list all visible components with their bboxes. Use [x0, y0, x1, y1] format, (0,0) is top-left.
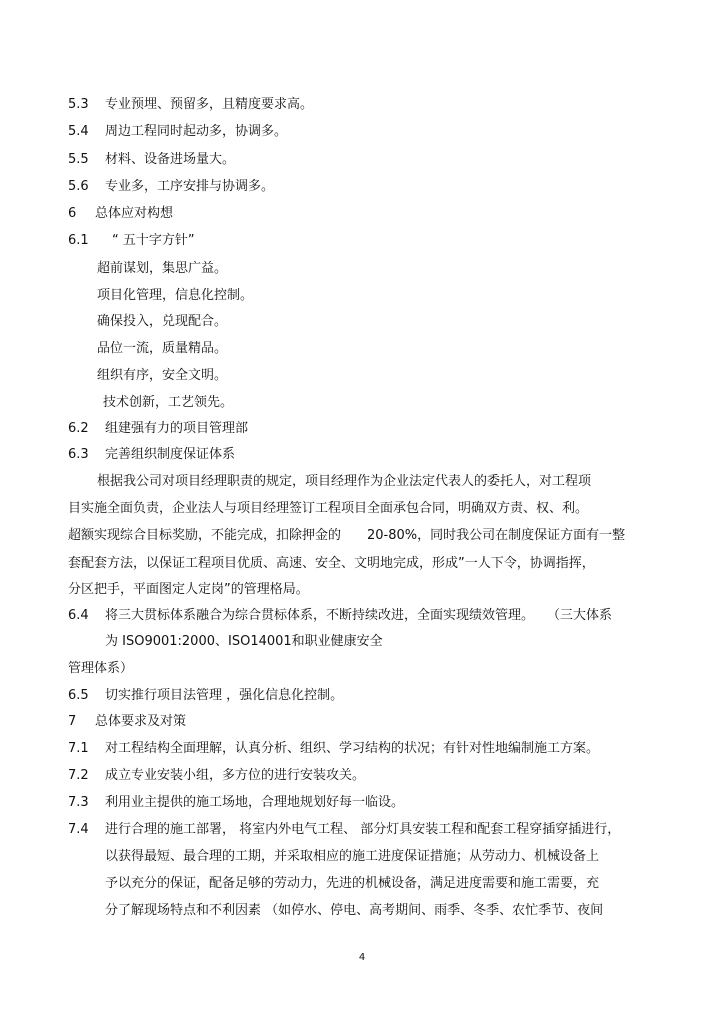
clause-number: 7.1 — [68, 741, 89, 756]
motto-line-4: 品位一流，质量精品。 — [97, 341, 228, 356]
clause-text: 切实推行项目法管理 ，强化信息化控制。 — [105, 688, 344, 703]
paragraph-line: 超额实现综合目标奖励，不能完成，扣除押金的 20-80%，同时我公司在制度保证方面有一整 — [68, 528, 626, 543]
clause-text: 完善组织制度保证体系 — [105, 447, 236, 462]
clause-text: 将三大贯标体系融合为综合贯标体系，不断持续改进，全面实现绩效管理。 （三大体系 — [105, 608, 613, 623]
paragraph-line: 目实施全面负责，企业法人与项目经理签订工程项目全面承包合同，明确双方责、权、利。 — [68, 501, 589, 516]
clause-number: 5.6 — [68, 179, 89, 194]
clause-number: 7.2 — [68, 768, 89, 783]
section-title: 总体应对构想 — [95, 206, 174, 221]
clause-number: 6.3 — [68, 447, 89, 462]
section-number: 7 — [68, 714, 77, 729]
paragraph-line: 分区把手，平面图定人定岗”的管理格局。 — [68, 582, 309, 597]
clause-text: 成立专业安装小组，多方位的进行安装攻关。 — [105, 768, 366, 783]
clause-number: 5.3 — [68, 97, 89, 112]
paragraph-line: 管理体系） — [68, 661, 134, 676]
motto-line-2: 项目化管理，信息化控制。 — [97, 288, 254, 303]
clause-number: 6.2 — [68, 421, 89, 436]
section-number: 6 — [68, 206, 77, 221]
paragraph-line: 分了解现场特点和不利因素 （如停水、停电、高考期间、雨季、冬季、农忙季节、夜间 — [105, 903, 604, 918]
clause-text: 专业预埋、预留多，且精度要求高。 — [105, 97, 314, 112]
paragraph-line: 套配套方法，以保证工程项目优质、高速、安全、文明地完成，形成”一人下令，协调指挥， — [68, 556, 595, 571]
clause-text: 利用业主提供的施工场地，合理地规划好每一临设。 — [105, 795, 405, 810]
clause-text: 进行合理的施工部署， 将室内外电气工程、 部分灯具安装工程和配套工程穿插穿插进行， — [105, 822, 621, 837]
paragraph-line: 根据我公司对项目经理职责的规定，项目经理作为企业法定代表人的委托人，对工程项 — [97, 474, 592, 489]
paragraph-line: 为 ISO9001:2000、ISO14001和职业健康安全 — [105, 634, 383, 649]
clause-number: 7.3 — [68, 795, 89, 810]
clause-text: 组建强有力的项目管理部 — [105, 421, 249, 436]
clause-number: 5.5 — [68, 152, 89, 167]
clause-number: 6.4 — [68, 608, 89, 623]
clause-text: “ 五十字方针” — [112, 233, 195, 248]
motto-line-1: 超前谋划，集思广益。 — [97, 261, 228, 276]
motto-line-6: 技术创新，工艺领先。 — [103, 395, 234, 410]
paragraph-line: 以获得最短、最合理的工期，并采取相应的施工进度保证措施；从劳动力、机械设备上 — [105, 849, 600, 864]
section-title: 总体要求及对策 — [95, 714, 187, 729]
clause-number: 6.1 — [68, 233, 89, 248]
paragraph-line: 予以充分的保证，配备足够的劳动力，先进的机械设备，满足进度需要和施工需要，充 — [105, 876, 600, 891]
clause-number: 6.5 — [68, 688, 89, 703]
motto-line-5: 组织有序，安全文明。 — [97, 368, 228, 383]
motto-line-3: 确保投入，兑现配合。 — [97, 314, 228, 329]
clause-number: 5.4 — [68, 124, 89, 139]
clause-text: 材料、设备进场量大。 — [105, 152, 236, 167]
clause-text: 对工程结构全面理解，认真分析、组织、学习结构的状况；有针对性地编制施工方案。 — [105, 741, 600, 756]
clause-text: 专业多，工序安排与协调多。 — [105, 179, 275, 194]
page-number: 4 — [358, 952, 366, 963]
clause-text: 周边工程同时起动多，协调多。 — [105, 124, 288, 139]
clause-number: 7.4 — [68, 822, 89, 837]
